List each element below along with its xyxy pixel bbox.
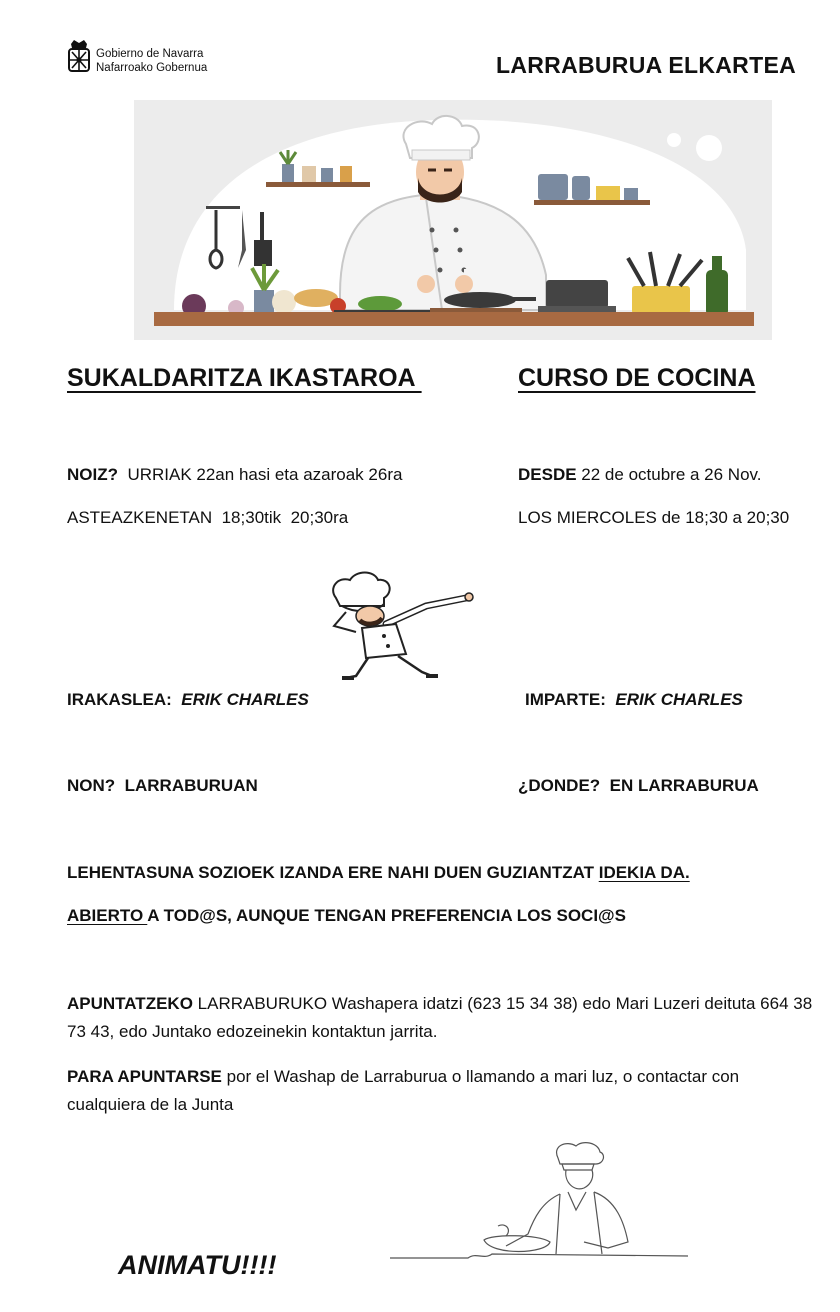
teacher-basque-name: ERIK CHARLES	[181, 690, 309, 709]
government-logo	[66, 38, 236, 80]
signup-basque	[67, 990, 817, 1046]
open-notice-basque-underlined: IDEKIA DA.	[598, 863, 690, 882]
cheer-text: ANIMATU!!!!	[118, 1250, 277, 1280]
navarra-coat-of-arms-icon	[66, 38, 92, 78]
teacher-basque	[67, 690, 309, 710]
when-basque	[67, 465, 402, 485]
place-basque: NON? LARRABURUAN	[67, 776, 258, 795]
government-name-eu: Nafarroako Gobernua	[96, 62, 208, 74]
government-name-es: Gobierno de Navarra	[96, 48, 204, 60]
signup-spanish	[67, 1063, 817, 1119]
signup-basque-label: APUNTATZEKO	[67, 994, 193, 1013]
chef-sketch-image	[388, 1138, 698, 1270]
dabbing-chef-image	[326, 568, 476, 684]
when-spanish-label: DESDE	[518, 465, 577, 484]
organization-name: LARRABURUA ELKARTEA	[496, 52, 796, 78]
teacher-spanish	[525, 690, 743, 710]
signup-spanish-label: PARA APUNTARSE	[67, 1067, 222, 1086]
chef-sketch-illustration	[388, 1138, 698, 1270]
chef-kitchen-illustration	[134, 100, 772, 340]
place-spanish: ¿DONDE? EN LARRABURUA	[518, 776, 759, 795]
when-basque-value: URRIAK 22an hasi eta azaroak 26ra	[118, 465, 403, 484]
signup-spanish-text: por el Washap de Larraburua o llamando a mari luz, o contactar con cualquiera de la Junta	[67, 1067, 740, 1114]
open-notice-spanish-text: A TOD@S, AUNQUE TENGAN PREFERENCIA LOS SOCI@S	[147, 906, 626, 925]
teacher-spanish-label: IMPARTE:	[525, 690, 616, 709]
when-basque-label: NOIZ?	[67, 465, 118, 484]
open-notice-spanish	[67, 906, 626, 926]
days-spanish: LOS MIERCOLES de 18;30 a 20;30	[518, 508, 790, 527]
dabbing-chef-illustration	[326, 568, 476, 684]
title-spanish: CURSO DE COCINA	[518, 364, 756, 392]
when-spanish	[518, 465, 762, 485]
when-spanish-value: 22 de octubre a 26 Nov.	[576, 465, 762, 484]
teacher-basque-label: IRAKASLEA:	[67, 690, 182, 709]
open-notice-basque-text: LEHENTASUNA SOZIOEK IZANDA ERE NAHI DUEN GUZIANTZAT	[67, 863, 599, 882]
open-notice-basque	[67, 863, 690, 883]
open-notice-spanish-underlined: ABIERTO	[67, 906, 148, 925]
chef-kitchen-image	[134, 100, 772, 340]
teacher-spanish-name: ERIK CHARLES	[615, 690, 743, 709]
days-basque: ASTEAZKENETAN 18;30tik 20;30ra	[67, 508, 349, 527]
title-basque: SUKALDARITZA IKASTAROA	[67, 364, 422, 392]
signup-basque-text: LARRABURUKO Washapera idatzi (623 15 34 38) edo Mari Luzeri deituta 664 38 73 43, edo Juntako edozeinekin kontaktun jarrita.	[67, 994, 813, 1041]
government-name	[96, 47, 207, 75]
